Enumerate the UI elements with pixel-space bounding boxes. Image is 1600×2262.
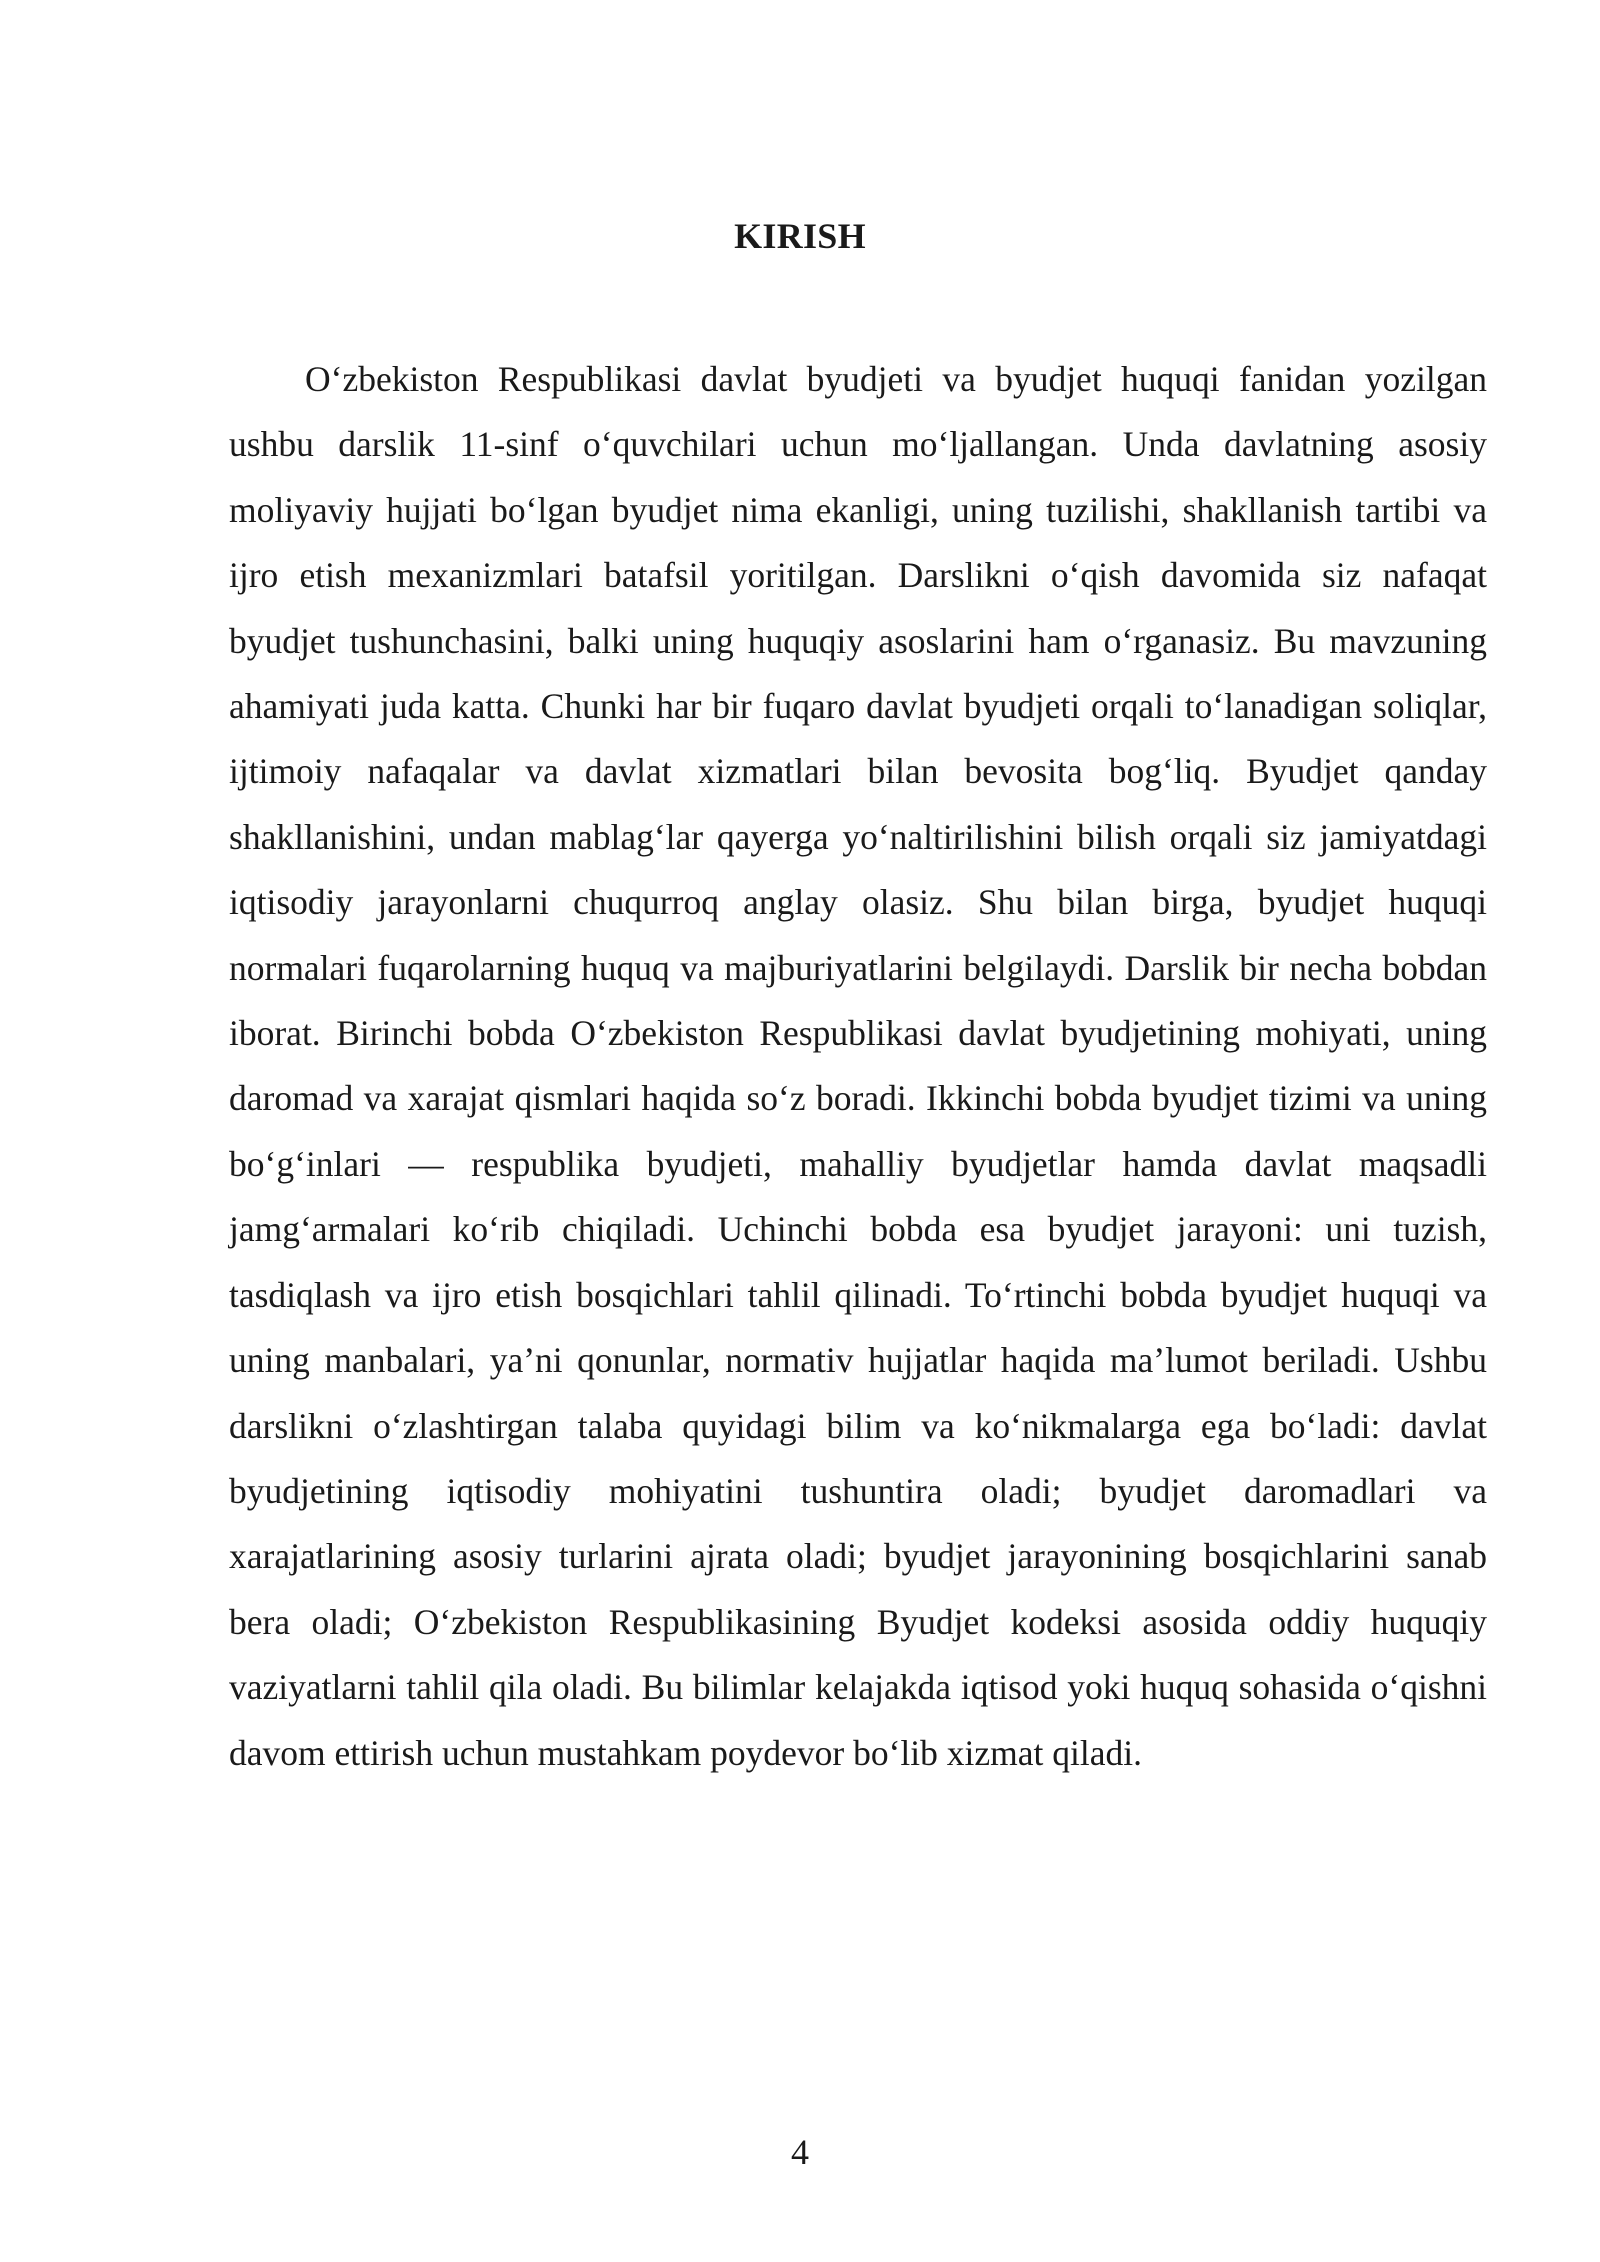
body-paragraph: O‘zbekiston Respublikasi davlat byudjeti va byudjet huquqi fanidan yozilgan ushbu darslik 11-sinf o‘quvchilari uchun mo‘ljallangan. Unda davlatning asosiy moliyaviy hujjati bo‘lgan byudjet nima ekanligi, uning tuzilishi, shakllanish tartibi va ijro etish mexanizmlari batafsil yoritilgan. Darslikni o‘qish davomida siz nafaqat byudjet tushunchasini, balki uning huquqiy asoslarini ham o‘rganasiz. Bu mavzuning ahamiyati juda katta. Chunki har bir fuqaro davlat byudjeti orqali to‘lanadigan soliqlar, ijtimoiy nafaqalar va davlat xizmatlari bilan bevosita bog‘liq. Byudjet qanday shakllanishini, undan mablag‘lar qayerga yo‘naltirilishini bilish orqali siz jamiyatdagi iqtisodiy jarayonlarni chuqurroq anglay olasiz. Shu bilan birga, byudjet huquqi normalari fuqarolarning huquq va majburiyatlarini belgilaydi. Darslik bir necha bobdan iborat. Birinchi bobda O‘zbekiston Respublikasi davlat byudjetining mohiyati, uning daromad va xarajat qismlari haqida so‘z boradi. Ikkinchi bobda byudjet tizimi va uning bo‘g‘inlari — respublika byudjeti, mahalliy byudjetlar hamda davlat maqsadli jamg‘armalari ko‘rib chiqiladi. Uchinchi bobda esa byudjet jarayoni: uni tuzish, tasdiqlash va ijro etish bosqichlari tahlil qilinadi. To‘rtinchi bobda byudjet huquqi va uning manbalari, ya’ni qonunlar, normativ hujjatlar haqida ma’lumot beriladi. Ushbu darslikni o‘zlashtirgan talaba quyidagi bilim va ko‘nikmalarga ega bo‘ladi: davlat byudjetining iqtisodiy mohiyatini tushuntira oladi; byudjet daromadlari va xarajatlarining asosiy turlarini ajrata oladi; byudjet jarayonining bosqichlarini sanab bera oladi; O‘zbekiston Respublikasining Byudjet kodeksi asosida oddiy huquqiy vaziyatlarni tahlil qila oladi. Bu bilimlar kelajakda iqtisod yoki huquq sohasida o‘qishni davom ettirish uchun mustahkam poydevor bo‘lib xizmat qiladi. [229,359,1487,1773]
page-number: 4 [791,2132,809,2172]
page-title: KIRISH [734,216,866,256]
